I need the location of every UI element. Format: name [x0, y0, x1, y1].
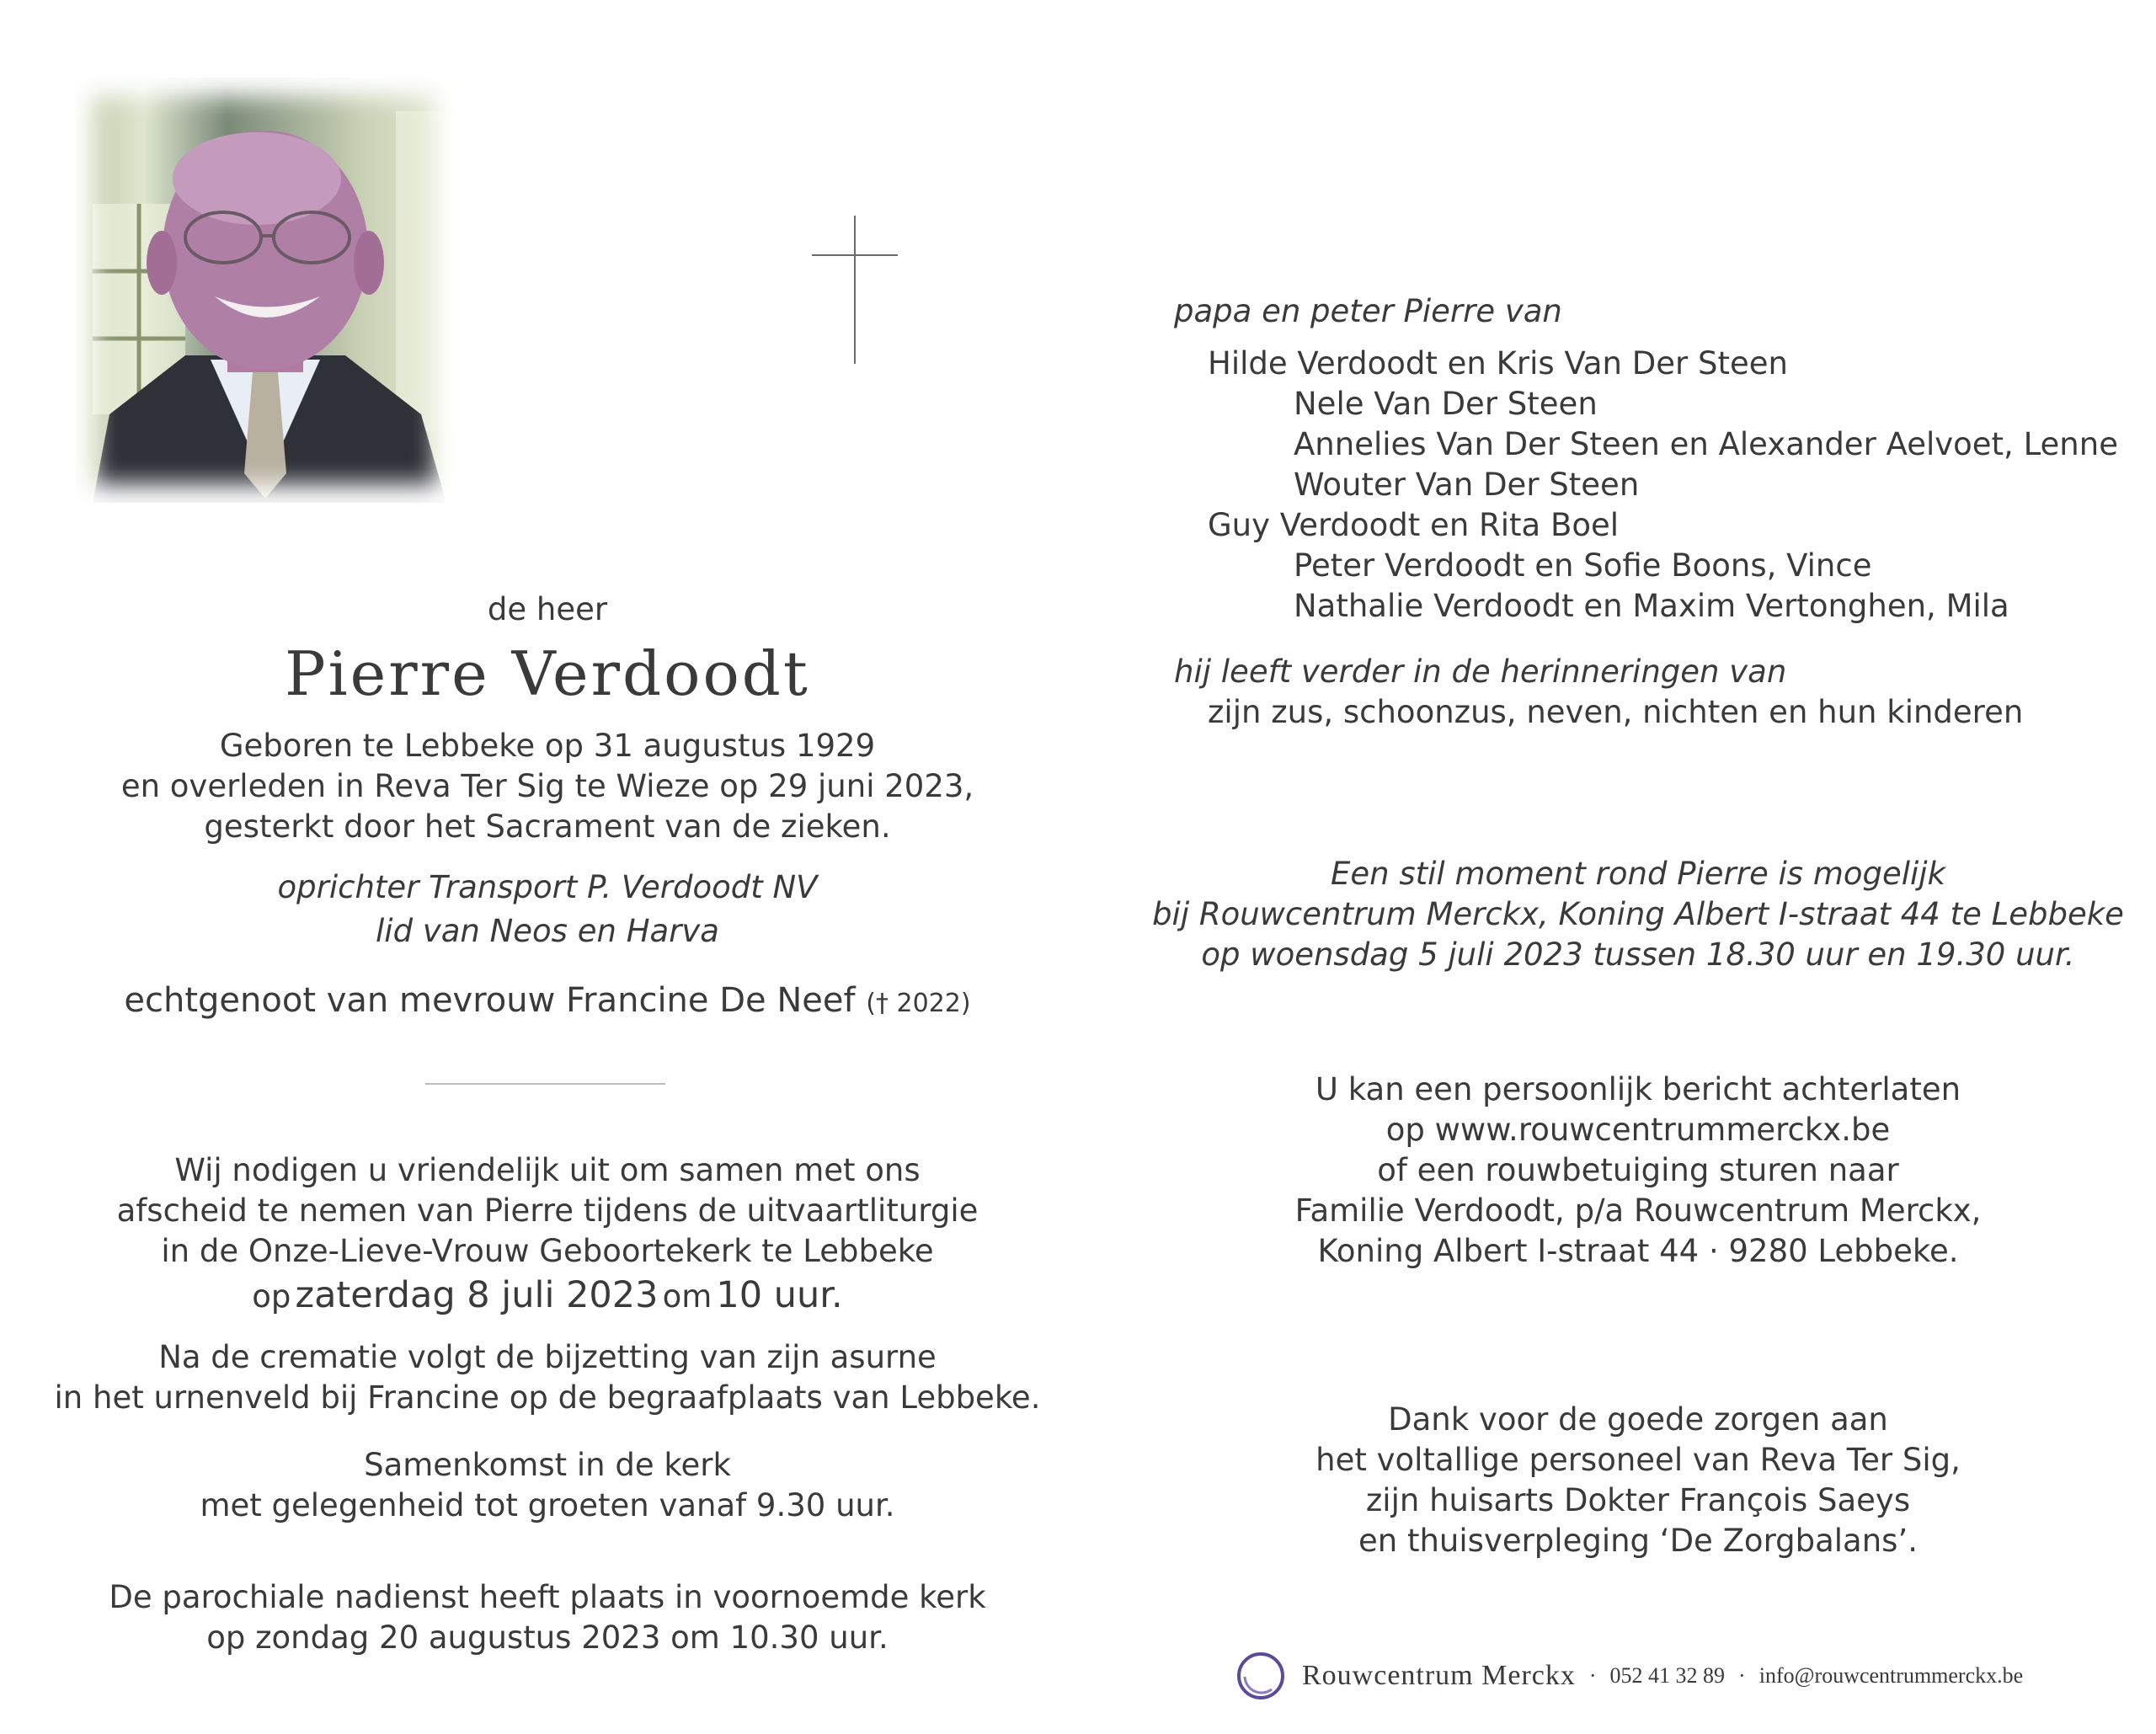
- family-member: Annelies Van Der Steen en Alexander Aelvoet, Lenne: [1294, 426, 2118, 462]
- message-line-4: Familie Verdoodt, p/a Rouwcentrum Merckx,: [1294, 1192, 1982, 1229]
- footer-email[interactable]: info@rouwcentrummerckx.be: [1758, 1663, 2024, 1688]
- footer-separator: ·: [1588, 1663, 1597, 1688]
- spouse-note: († 2022): [866, 989, 971, 1018]
- family-member: Wouter Van Der Steen: [1294, 467, 1640, 503]
- moment-line-2: bij Rouwcentrum Merckx, Koning Albert I-straat 44 te Lebbeke: [1152, 896, 2124, 932]
- role-founder: oprichter Transport P. Verdoodt NV: [277, 869, 818, 905]
- invitation-line-2: afscheid te nemen van Pierre tijdens de uitvaartliturgie: [116, 1192, 979, 1229]
- honorific: [0, 590, 1095, 630]
- message-line-1: U kan een persoonlijk bericht achterlaten: [1315, 1071, 1961, 1107]
- family-member: Peter Verdoodt en Sofie Boons, Vince: [1294, 547, 1872, 584]
- message-block: [1120, 1070, 2156, 1272]
- sacrament-line: gesterkt door het Sacrament van de zieken.: [204, 808, 891, 845]
- cross-icon: [854, 216, 856, 364]
- moment-block: [1120, 854, 2156, 975]
- deceased-name-text: Pierre Verdoodt: [285, 638, 810, 709]
- footer-separator: ·: [1738, 1663, 1746, 1688]
- spouse-line: [0, 979, 1095, 1026]
- funeral-date-mid: om: [662, 1278, 712, 1315]
- parish-block: [0, 1577, 1095, 1658]
- family-member: Guy Verdoodt en Rita Boel: [1208, 507, 1620, 543]
- thanks-line-4: en thuisverpleging ‘De Zorgbalans’.: [1358, 1523, 1918, 1559]
- spouse-text: echtgenoot van mevrouw Francine De Neef: [124, 981, 856, 1020]
- rouwcentrum-logo-icon: [1236, 1651, 1285, 1700]
- message-line-3: of een rouwbetuiging sturen naar: [1377, 1152, 1899, 1188]
- funeral-date-pre: op: [252, 1278, 291, 1315]
- invitation-block: [0, 1150, 1095, 1326]
- thanks-line-1: Dank voor de goede zorgen aan: [1388, 1401, 1888, 1438]
- family-intro: papa en peter Pierre van: [1174, 293, 1562, 329]
- invitation-line-1: Wij nodigen u vriendelijk uit om samen met ons: [174, 1152, 921, 1188]
- gathering-line-1: Samenkomst in de kerk: [364, 1447, 731, 1483]
- footer-brand: Rouwcentrum Merckx: [1302, 1660, 1576, 1691]
- family-member: Nele Van Der Steen: [1294, 386, 1598, 422]
- family-member: Nathalie Verdoodt en Maxim Vertonghen, Mila: [1294, 588, 2009, 624]
- birth-line: Geboren te Lebbeke op 31 augustus 1929: [219, 728, 876, 764]
- gathering-block: [0, 1445, 1095, 1526]
- cremation-line-1: Na de crematie volgt de bijzetting van zijn asurne: [158, 1339, 937, 1375]
- thanks-line-3: zijn huisarts Dokter François Saeys: [1365, 1482, 1911, 1518]
- section-divider: [425, 1083, 665, 1085]
- family-member: Hilde Verdoodt en Kris Van Der Steen: [1208, 345, 1788, 381]
- death-line: en overleden in Reva Ter Sig te Wieze op 29 juni 2023,: [120, 768, 974, 804]
- moment-line-1: Een stil moment rond Pierre is mogelijk: [1330, 856, 1946, 892]
- message-website[interactable]: op www.rouwcentrummerckx.be: [1385, 1112, 1891, 1148]
- cross-icon-bar: [812, 254, 898, 256]
- footer-phone[interactable]: 052 41 32 89: [1609, 1663, 1726, 1688]
- invitation-line-3: in de Onze-Lieve-Vrouw Geboortekerk te Lebbeke: [161, 1233, 934, 1269]
- message-line-5: Koning Albert I-straat 44 · 9280 Lebbeke.: [1317, 1233, 1959, 1269]
- role-member: lid van Neos en Harva: [376, 913, 719, 949]
- funeral-date: zaterdag 8 juli 2023: [295, 1274, 659, 1316]
- honorific-text: de heer: [487, 591, 608, 627]
- memory-line: zijn zus, schoonzus, neven, nichten en hun kinderen: [1208, 694, 2024, 730]
- birth-death-block: [0, 726, 1095, 847]
- memory-intro: hij leeft verder in de herinneringen van: [1174, 654, 1787, 690]
- thanks-block: [1120, 1400, 2156, 1561]
- portrait-photo: [76, 77, 455, 503]
- funeral-time: 10 uur.: [716, 1274, 843, 1316]
- gathering-line-2: met gelegenheid tot groeten vanaf 9.30 uur.: [200, 1487, 895, 1523]
- funeral-date-line: [0, 1272, 1095, 1326]
- footer: [1236, 1651, 2023, 1701]
- deceased-name: [0, 640, 1095, 707]
- roles-block: [0, 866, 1095, 953]
- parish-line-1: De parochiale nadienst heeft plaats in voornoemde kerk: [109, 1579, 986, 1615]
- moment-line-3: op woensdag 5 juli 2023 tussen 18.30 uur en 19.30 uur.: [1201, 936, 2075, 973]
- thanks-line-2: het voltallige personeel van Reva Ter Sig,: [1315, 1442, 1961, 1478]
- cremation-block: [0, 1337, 1095, 1418]
- cremation-line-2: in het urnenveld bij Francine op de begraafplaats van Lebbeke.: [54, 1379, 1041, 1416]
- parish-line-2: op zondag 20 augustus 2023 om 10.30 uur.: [206, 1619, 889, 1656]
